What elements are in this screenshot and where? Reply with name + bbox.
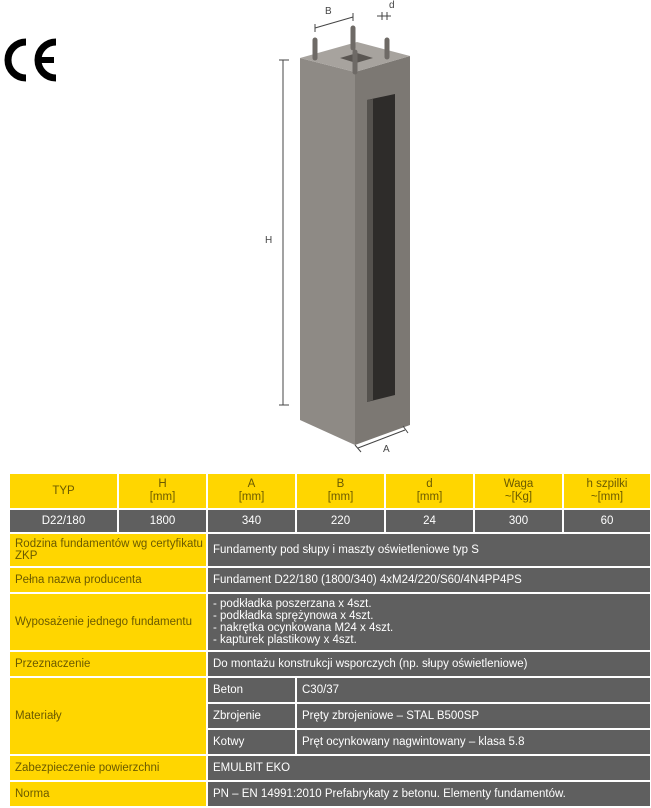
name-value: Fundament D22/180 (1800/340) 4xM24/220/S60/4N4PP4PS <box>208 568 650 592</box>
purpose-label: Przeznaczenie <box>10 652 206 676</box>
value-a: 340 <box>208 510 295 532</box>
equipment-row <box>10 594 650 650</box>
header-b: B [mm] <box>297 474 384 508</box>
dim-label-b: B <box>325 6 332 17</box>
family-value: Fundamenty pod słupy i maszty oświetleniowe typ S <box>208 534 650 566</box>
norm-label: Norma <box>10 782 206 806</box>
spec-table <box>8 472 651 808</box>
purpose-row <box>10 652 650 676</box>
materials-row <box>10 678 650 702</box>
header-h-szpilki: h szpilki ~[mm] <box>564 474 650 508</box>
dim-label-d: d <box>389 0 395 11</box>
material-name: Kotwy <box>208 730 295 754</box>
purpose-value: Do montażu konstrukcji wsporczych (np. słupy oświetleniowe) <box>208 652 650 676</box>
protection-value: EMULBIT EKO <box>208 756 650 780</box>
norm-value: PN – EN 14991:2010 Prefabrykaty z betonu. Elementy fundamentów. <box>208 782 650 806</box>
material-value: Pręty zbrojeniowe – STAL B500SP <box>297 704 650 728</box>
value-waga: 300 <box>475 510 562 532</box>
protection-row <box>10 756 650 780</box>
name-label: Pełna nazwa producenta <box>10 568 206 592</box>
header-h: H [mm] <box>119 474 206 508</box>
header-waga: Waga ~[Kg] <box>475 474 562 508</box>
dim-label-a: A <box>383 444 390 455</box>
material-name: Beton <box>208 678 295 702</box>
equipment-item: - kapturek plastikowy x 4szt. <box>213 634 357 646</box>
family-row <box>10 534 650 566</box>
materials-label: Materiały <box>10 678 206 754</box>
foundation-front-face <box>300 58 355 445</box>
norm-row <box>10 782 650 806</box>
family-label: Rodzina fundamentów wg certyfikatu ZKP <box>10 534 206 566</box>
equipment-label: Wyposażenie jednego fundamentu <box>10 594 206 650</box>
equipment-item: - podkładka poszerzana x 4szt. <box>213 598 372 610</box>
value-typ: D22/180 <box>10 510 117 532</box>
header-d: d [mm] <box>386 474 473 508</box>
ce-mark-logo <box>4 38 60 82</box>
equipment-list <box>208 594 650 650</box>
dim-label-h: H <box>265 235 273 246</box>
protection-label: Zabezpieczenie powierzchni <box>10 756 206 780</box>
name-row <box>10 568 650 592</box>
header-row <box>10 474 650 508</box>
material-value: Pręt ocynkowany nagwintowany – klasa 5.8 <box>297 730 650 754</box>
value-b: 220 <box>297 510 384 532</box>
value-d: 24 <box>386 510 473 532</box>
foundation-drawing <box>255 0 430 460</box>
value-h: 1800 <box>119 510 206 532</box>
header-a: A [mm] <box>208 474 295 508</box>
value-row <box>10 510 650 532</box>
value-h-szpilki: 60 <box>564 510 650 532</box>
material-name: Zbrojenie <box>208 704 295 728</box>
equipment-item: - nakrętka ocynkowana M24 x 4szt. <box>213 622 394 634</box>
equipment-item: - podkładka sprężynowa x 4szt. <box>213 610 374 622</box>
header-typ: TYP <box>10 474 117 508</box>
material-value: C30/37 <box>297 678 650 702</box>
